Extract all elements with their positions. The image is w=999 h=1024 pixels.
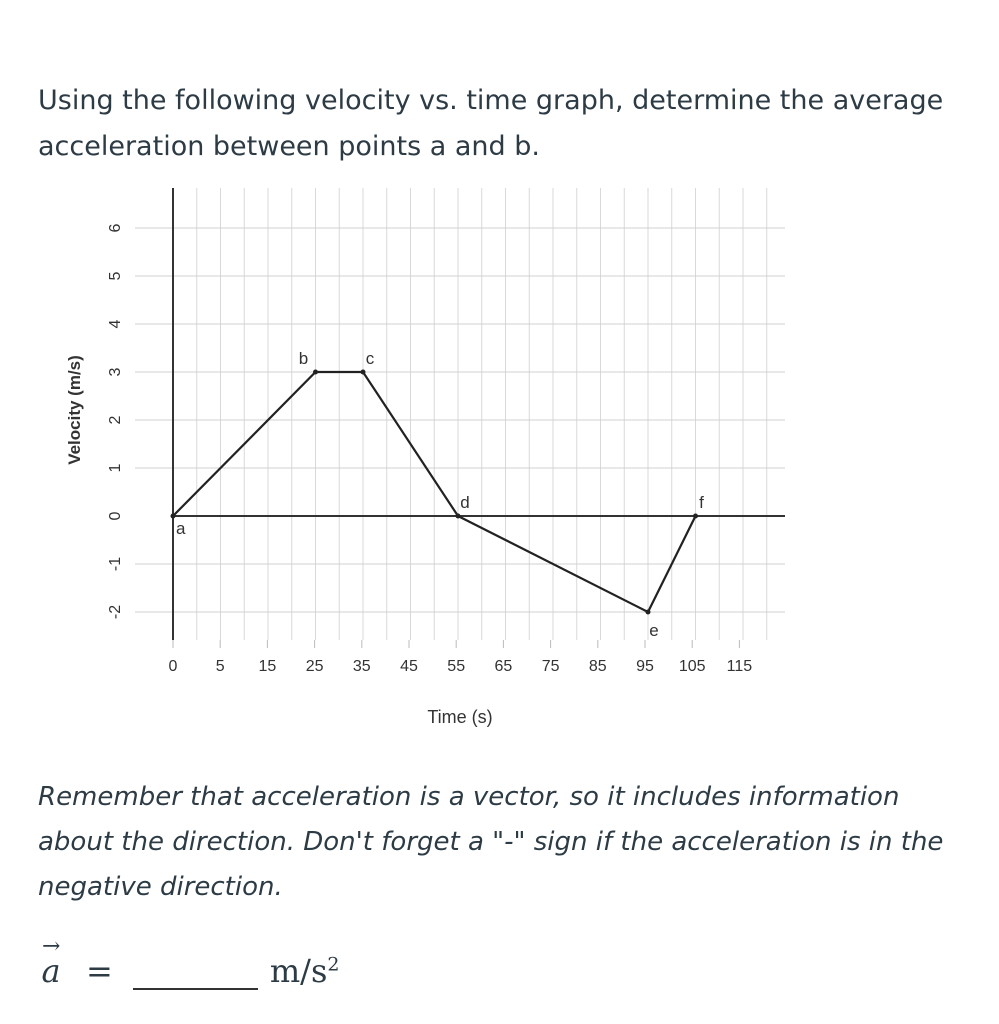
data-point: [313, 370, 318, 375]
reminder-text: Remember that acceleration is a vector, so it includes information about the direction. Don't forget a "-" sign if the acceleration is in the negative direction.: [38, 782, 944, 902]
acceleration-answer-input[interactable]: [133, 958, 258, 990]
x-tick-label: 15: [258, 658, 277, 675]
point-label-a: a: [176, 519, 186, 538]
y-tick-label: -2: [107, 604, 125, 620]
data-point: [171, 514, 176, 519]
x-tick-label: 45: [400, 658, 418, 675]
answer-row: [38, 930, 339, 990]
velocity-time-graph: [50, 170, 795, 740]
point-label-c: c: [365, 349, 375, 368]
data-point: [646, 610, 651, 615]
x-tick-label: 75: [541, 658, 560, 675]
x-tick-label: 55: [447, 658, 466, 675]
x-tick-label: 35: [352, 658, 371, 675]
x-tick-label: 105: [678, 658, 706, 675]
x-axis-title: Time (s): [427, 707, 493, 727]
chart-background: [50, 170, 795, 740]
y-tick-label: 5: [107, 271, 125, 281]
data-point: [693, 514, 698, 519]
x-tick-label: 115: [726, 658, 753, 675]
point-label-d: d: [460, 493, 470, 512]
x-tick-label: 25: [305, 658, 324, 675]
y-tick-label: 1: [107, 463, 125, 473]
y-tick-label: 3: [107, 367, 125, 377]
data-point: [456, 514, 461, 519]
point-label-f: f: [699, 493, 704, 512]
acceleration-symbol: [38, 934, 64, 990]
data-point: [361, 370, 366, 375]
y-tick-label: 4: [107, 319, 125, 329]
unit-exponent: 2: [327, 953, 340, 976]
vector-arrow-icon: →: [42, 934, 61, 959]
y-tick-label: 2: [107, 415, 125, 425]
question-text: Using the following velocity vs. time graph, determine the average acceleration between points a and b.: [38, 85, 944, 162]
x-tick-label: 85: [588, 658, 607, 675]
equals-sign: =: [86, 952, 113, 990]
unit-label: [270, 952, 340, 990]
unit-base: m/s: [269, 952, 328, 990]
chart-svg: [50, 170, 795, 740]
x-tick-label: 65: [494, 658, 513, 675]
point-label-e: e: [649, 621, 659, 640]
acceleration-letter: a: [41, 952, 61, 990]
point-label-b: b: [298, 349, 309, 368]
x-tick-label: 0: [168, 658, 178, 675]
y-axis-title: Velocity (m/s): [65, 355, 84, 465]
x-tick-label: 95: [636, 658, 654, 675]
y-tick-label: 6: [107, 223, 125, 233]
y-tick-label: 0: [107, 511, 125, 521]
x-tick-label: 5: [215, 658, 225, 675]
y-tick-label: -1: [107, 556, 125, 572]
